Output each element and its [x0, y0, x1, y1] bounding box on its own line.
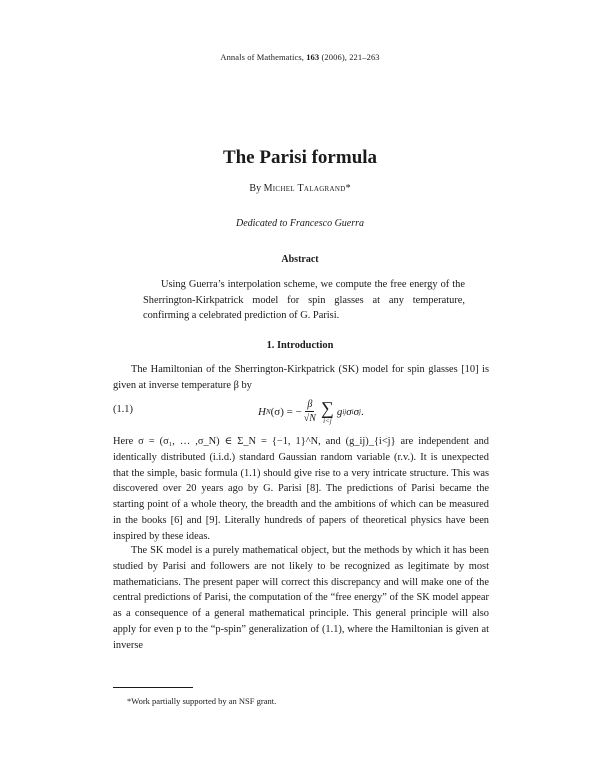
footnote: *Work partially supported by an NSF grant. — [127, 696, 277, 706]
footnote-rule — [113, 687, 193, 688]
eq-fraction — [304, 399, 316, 425]
dedication: Dedicated to Francesco Guerra — [235, 218, 365, 229]
paper-title: The Parisi formula — [222, 147, 378, 168]
eq-end: . — [360, 406, 364, 418]
author-prefix: By — [249, 183, 262, 194]
eq-lhs: H — [258, 406, 266, 418]
eq-frac-den: √N — [303, 413, 316, 424]
eq-sum-symbol: ∑ — [320, 398, 334, 418]
hamiltonian-equation — [258, 392, 364, 432]
eq-summand-rest: σ — [346, 406, 352, 418]
year-pages: (2006), 221–263 — [321, 52, 380, 62]
author-line — [0, 183, 600, 194]
volume-number: 163 — [306, 52, 320, 62]
section-heading: 1. Introduction — [266, 340, 334, 351]
eq-summand-sub: ij — [342, 408, 347, 416]
eq-summand-rest2: σ — [353, 406, 360, 418]
eq-summand-sub2: i — [351, 408, 354, 416]
author-name: Michel Talagrand — [263, 183, 346, 194]
eq-summand-sub3: j — [359, 408, 361, 416]
intro-paragraph: The Hamiltonian of the Sherrington-Kirkpatrick (SK) model for spin glasses [10] is given at inverse temperature β by — [113, 364, 489, 391]
paragraph-2: Here σ = (σ₁, … ,σ_N) ∈ Σ_N = {−1, 1}^N, and (g_ij)_{i<j} are independent and identically distributed (i.i.d.) standard Gaussian random variable (r.v.). It is unexpected that the simple, basic formula (1.1) should give rise to a very intricate structure. This was discovered over 20 years ago by G. Parisi [8]. The predictions of Parisi became the starting point of a whole theory, the breadth and the ambitions of which can be measured in the books [6] and [9]. Literally hundreds of papers of theoretical physics have been inspired by these ideas. — [113, 436, 489, 542]
equation-number: (1.1) — [113, 404, 133, 415]
eq-sum-sub: i<j — [323, 417, 332, 425]
eq-sum — [321, 399, 334, 425]
abstract-heading: Abstract — [281, 254, 319, 265]
eq-lhs-sub: N — [265, 408, 271, 416]
running-head: Annals of Mathematics, 163 (2006), 221–263 — [220, 52, 380, 62]
eq-lhs-arg: (σ) = − — [270, 406, 302, 418]
eq-frac-num: β — [307, 399, 313, 410]
author-footnote-mark: * — [345, 183, 351, 194]
abstract-text: Using Guerra’s interpolation scheme, we compute the free energy of the Sherrington-Kirkpatrick model for spin glasses at any temperature, confirming a celebrated prediction of G. Parisi. — [143, 279, 465, 322]
paragraph-3: The SK model is a purely mathematical object, but the methods by which it has been studied by Parisi and followers are not likely to be recognized as legitimate by most mathematicians. The present paper will correct this discrepancy and will make one of the central predictions of Parisi, the computation of the “free energy” of the SK model appear as a consequence of a general mathematical principle. This general principle will also apply for even p to the “p-spin” generalization of (1.1), where the Hamiltonian is given at inverse — [113, 545, 489, 651]
eq-summand: g — [336, 406, 343, 418]
journal-name: Annals of Mathematics — [220, 52, 302, 62]
